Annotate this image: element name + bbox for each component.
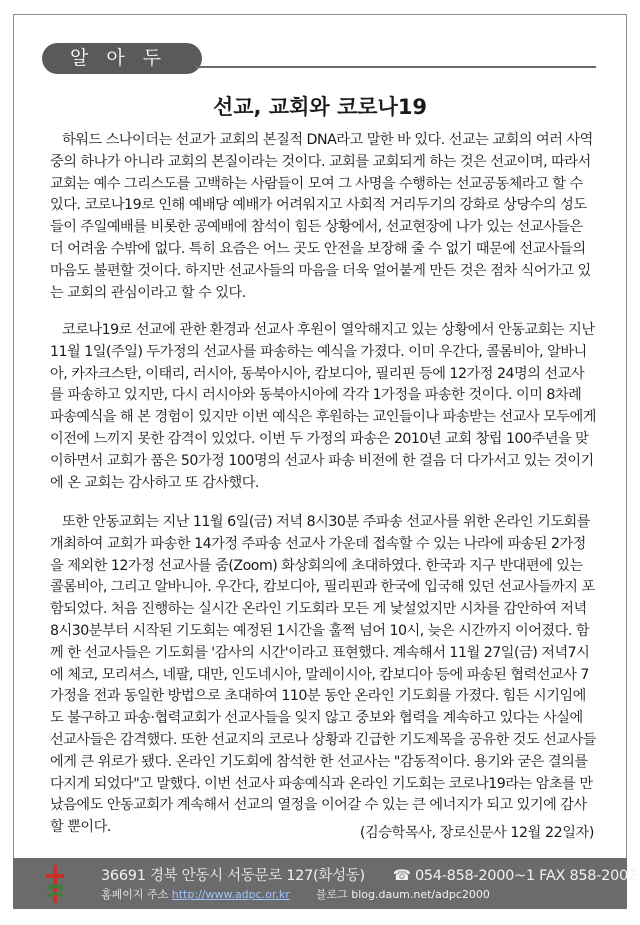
article-title: 선교, 교회와 코로나19: [212, 95, 428, 119]
fax-number: 858-2002: [569, 868, 637, 884]
footer-bar: [13, 858, 637, 909]
homepage-link[interactable]: http://www.adpc.or.kr: [171, 888, 290, 901]
article-source: (김승학목사, 장로신문사 12월 22일자): [359, 825, 594, 841]
footer-address-line: [101, 864, 637, 885]
section-tab: 알 아 두 기: [42, 43, 202, 74]
header-rule: [195, 66, 596, 68]
address: 경북 안동시 서동문로 127(화성동): [149, 868, 365, 884]
paragraph-text: 하워드 스나이더는 선교가 교회의 본질적 DNA라고 말한 바 있다. 선교는 교회의 여러 사역 중의 하나가 아니라 교회의 본질이라는 것이다. 교회를 교회되게 하는 것은 선교이며, 따라서 교회는 예수 그리스도를 고백하는 사람들이 모여 그 사명을 수행하는 선교공동체라고 할 수 있다. 코로나19로 인해 예배당 예배가 어려워지고 사회적 거리두기의 강화로 상당수의 성도들이 주일예배를 비롯한 공예배에 참석이 힘든 상황에서, 선교현장에 나가 있는 선교사들은 더 어려움 수밖에 없다. 특히 요즘은 어느 곳도 안전을 보장해 줄 수 없기 때문에 선교사들의 마음도 불편할 것이다. 하지만 선교사들의 마음을 더욱 얼어붙게 만든 것은 점차 식어가고 있는 교회의 관심이라고 할 수 있다.: [50, 132, 593, 301]
footer-web-line: [101, 886, 490, 902]
article-paragraph-2: [50, 320, 596, 494]
paragraph-text: 또한 안동교회는 지난 11월 6일(금) 저녁 8시30분 주파송 선교사를 위한 온라인 기도회를 개최하여 교회가 파송한 14가정 주파송 선교사 가운데 접속할 수 있는 나라에 파송된 2가정을 제외한 12가정 선교사를 줌(Zoom) 화상회의에 초대하였다. 한국과 지구 반대편에 있는 콜롬비아, 그리고 알바니아. 우간다, 캄보디아, 필리핀과 한국에 입국해 있던 선교사들까지 포함되었다. 처음 진행하는 실시간 온라인 기도회라 모든 게 낯설었지만 시차를 감안하여 저녁 8시30분부터 시작된 기도회는 예정된 1시간을 훌쩍 넘어 10시, 늦은 시간까지 이어졌다. 함께 한 선교사들은 기도회를 '감사의 시간'이라고 표현했다. 계속해서 11월 27일(금) 저녁7시에 체코, 모리셔스, 네팔, 대만, 인도네시아, 말레이시아, 캄보디아 등에 파송된 협력선교사 7가정을 전과 동일한 방법으로 초대하여 110분 동안 온라인 기도회를 가졌다. 힘든 시기임에도 불구하고 파송·협력교회가 선교사들을 잊지 않고 중보와 협력을 계속하고 있다는 사실에 선교사들은 감격했다. 또한 선교지의 코로나 상황과 긴급한 기도제목을 공유한 것도 선교사들에게 큰 위로가 됐다. 온라인 기도회에 참석한 한 선교사는 "감동적이다. 용기와 굳은 결의를 다지게 되었다"고 말했다. 이번 선교사 파송예식과 온라인 기도회는 코로나19라는 암초를 만났음에도 안동교회가 계속해서 선교의 열정을 이어갈 수 있는 큰 에너지가 되고 있기에 감사할 뿐이다.: [50, 514, 596, 836]
blog-label: 블로그: [315, 888, 348, 901]
article-paragraph-3: [50, 512, 596, 839]
fax-label: FAX: [539, 868, 566, 884]
phone-icon: ☎: [392, 868, 411, 884]
phone-number: 054-858-2000~1: [414, 868, 535, 884]
homepage-label: 홈페이지 주소: [101, 888, 169, 901]
blog-link[interactable]: blog.daum.net/adpc2000: [351, 888, 490, 901]
article-paragraph-1: [50, 130, 596, 304]
church-cross-logo-icon: [44, 865, 66, 903]
postal-code: 36691: [101, 868, 146, 884]
paragraph-text: 코로나19로 선교에 관한 환경과 선교사 후원이 열악해지고 있는 상황에서 안동교회는 지난 11월 1일(주일) 두가정의 선교사를 파송하는 예식을 가졌다. 이미 우간다, 콜롬비아, 알바니아, 카자크스탄, 이태리, 러시아, 동북아시아, 캄보디아, 필리핀 등에 12가정 24명의 선교사를 파송하고 있지만, 다시 러시아와 동북아시아에 각각 1가정을 파송한 것이다. 이미 8차례 파송예식을 해 본 경험이 있지만 이번 예식은 후원하는 교인들이나 파송받는 선교사 모두에게 이전에 느끼지 못한 감격이 있었다. 이번 두 가정의 파송은 2010년 교회 창립 100주년을 맞이하면서 교회가 품은 50가정 100명의 선교사 파송 비전에 한 걸음 더 다가서고 있는 것이기에 온 교회는 감사하고 또 감사했다.: [50, 322, 596, 491]
